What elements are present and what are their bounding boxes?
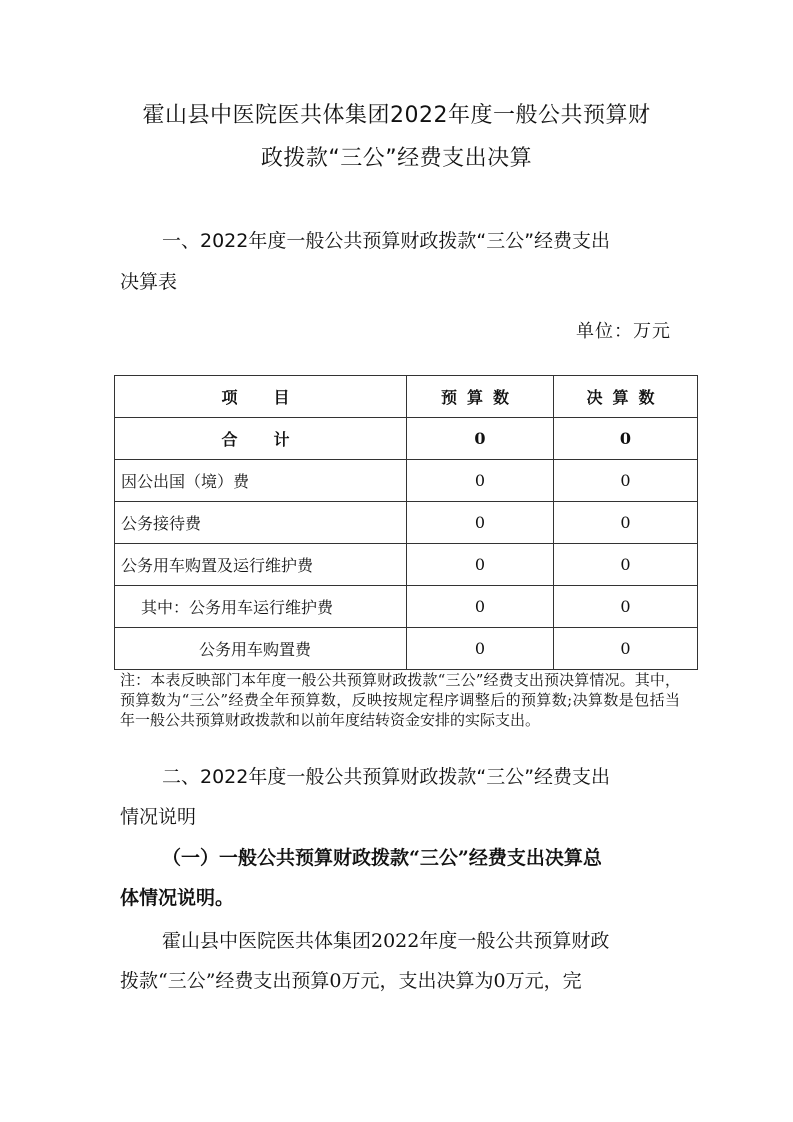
row-final: 0 <box>554 586 698 628</box>
row-total-budget: 0 <box>407 418 554 460</box>
document-title-line-1: 霍山县中医院医共体集团2022年度一般公共预算财 <box>142 103 651 128</box>
table-row <box>115 460 698 502</box>
table-header-row <box>115 376 698 418</box>
row-final: 0 <box>554 460 698 502</box>
row-budget: 0 <box>407 586 554 628</box>
row-item: 公务用车购置费 <box>115 628 407 670</box>
section-1-heading-line-2: 决算表 <box>120 271 178 293</box>
row-final: 0 <box>554 544 698 586</box>
table-row <box>115 544 698 586</box>
subsection-1-heading-line-1: （一）一般公共预算财政拨款“三公”经费支出决算总 <box>162 847 602 869</box>
table-row <box>115 586 698 628</box>
row-item: 其中：公务用车运行维护费 <box>115 586 407 628</box>
header-budget: 预算数 <box>407 376 554 418</box>
section-1-heading-line-1: 一、2022年度一般公共预算财政拨款“三公”经费支出 <box>162 230 611 252</box>
three-public-expenses-table <box>114 375 698 670</box>
row-final: 0 <box>554 502 698 544</box>
row-item: 公务接待费 <box>115 502 407 544</box>
table-row-total <box>115 418 698 460</box>
row-budget: 0 <box>407 628 554 670</box>
body-paragraph-line-1: 霍山县中医院医共体集团2022年度一般公共预算财政 <box>162 930 610 952</box>
header-final: 决算数 <box>554 376 698 418</box>
unit-label: 单位：万元 <box>576 321 671 342</box>
document-title-line-2: 政拨款“三公”经费支出决算 <box>260 146 533 171</box>
row-budget: 0 <box>407 502 554 544</box>
row-item: 公务用车购置及运行维护费 <box>115 544 407 586</box>
section-2-heading-line-2: 情况说明 <box>120 806 197 828</box>
row-total-final: 0 <box>554 418 698 460</box>
row-total-item: 合 计 <box>115 418 407 460</box>
table-row <box>115 502 698 544</box>
table-note: 注：本表反映部门本年度一般公共预算财政拨款“三公”经费支出预决算情况。其中，预算数为“三公”经费全年预算数，反映按规定程序调整后的预算数;决算数是包括当年一般公共预算财政拨款和以前年度结转资金安排的实际支出。 <box>120 671 680 729</box>
section-2-heading-line-1: 二、2022年度一般公共预算财政拨款“三公”经费支出 <box>162 766 611 788</box>
row-final: 0 <box>554 628 698 670</box>
row-budget: 0 <box>407 544 554 586</box>
body-paragraph-line-2: 拨款“三公”经费支出预算0万元，支出决算为0万元，完 <box>120 970 582 992</box>
row-item: 因公出国（境）费 <box>115 460 407 502</box>
subsection-1-heading-line-2: 体情况说明。 <box>120 887 235 909</box>
header-item: 项 目 <box>115 376 407 418</box>
row-budget: 0 <box>407 460 554 502</box>
table-row <box>115 628 698 670</box>
